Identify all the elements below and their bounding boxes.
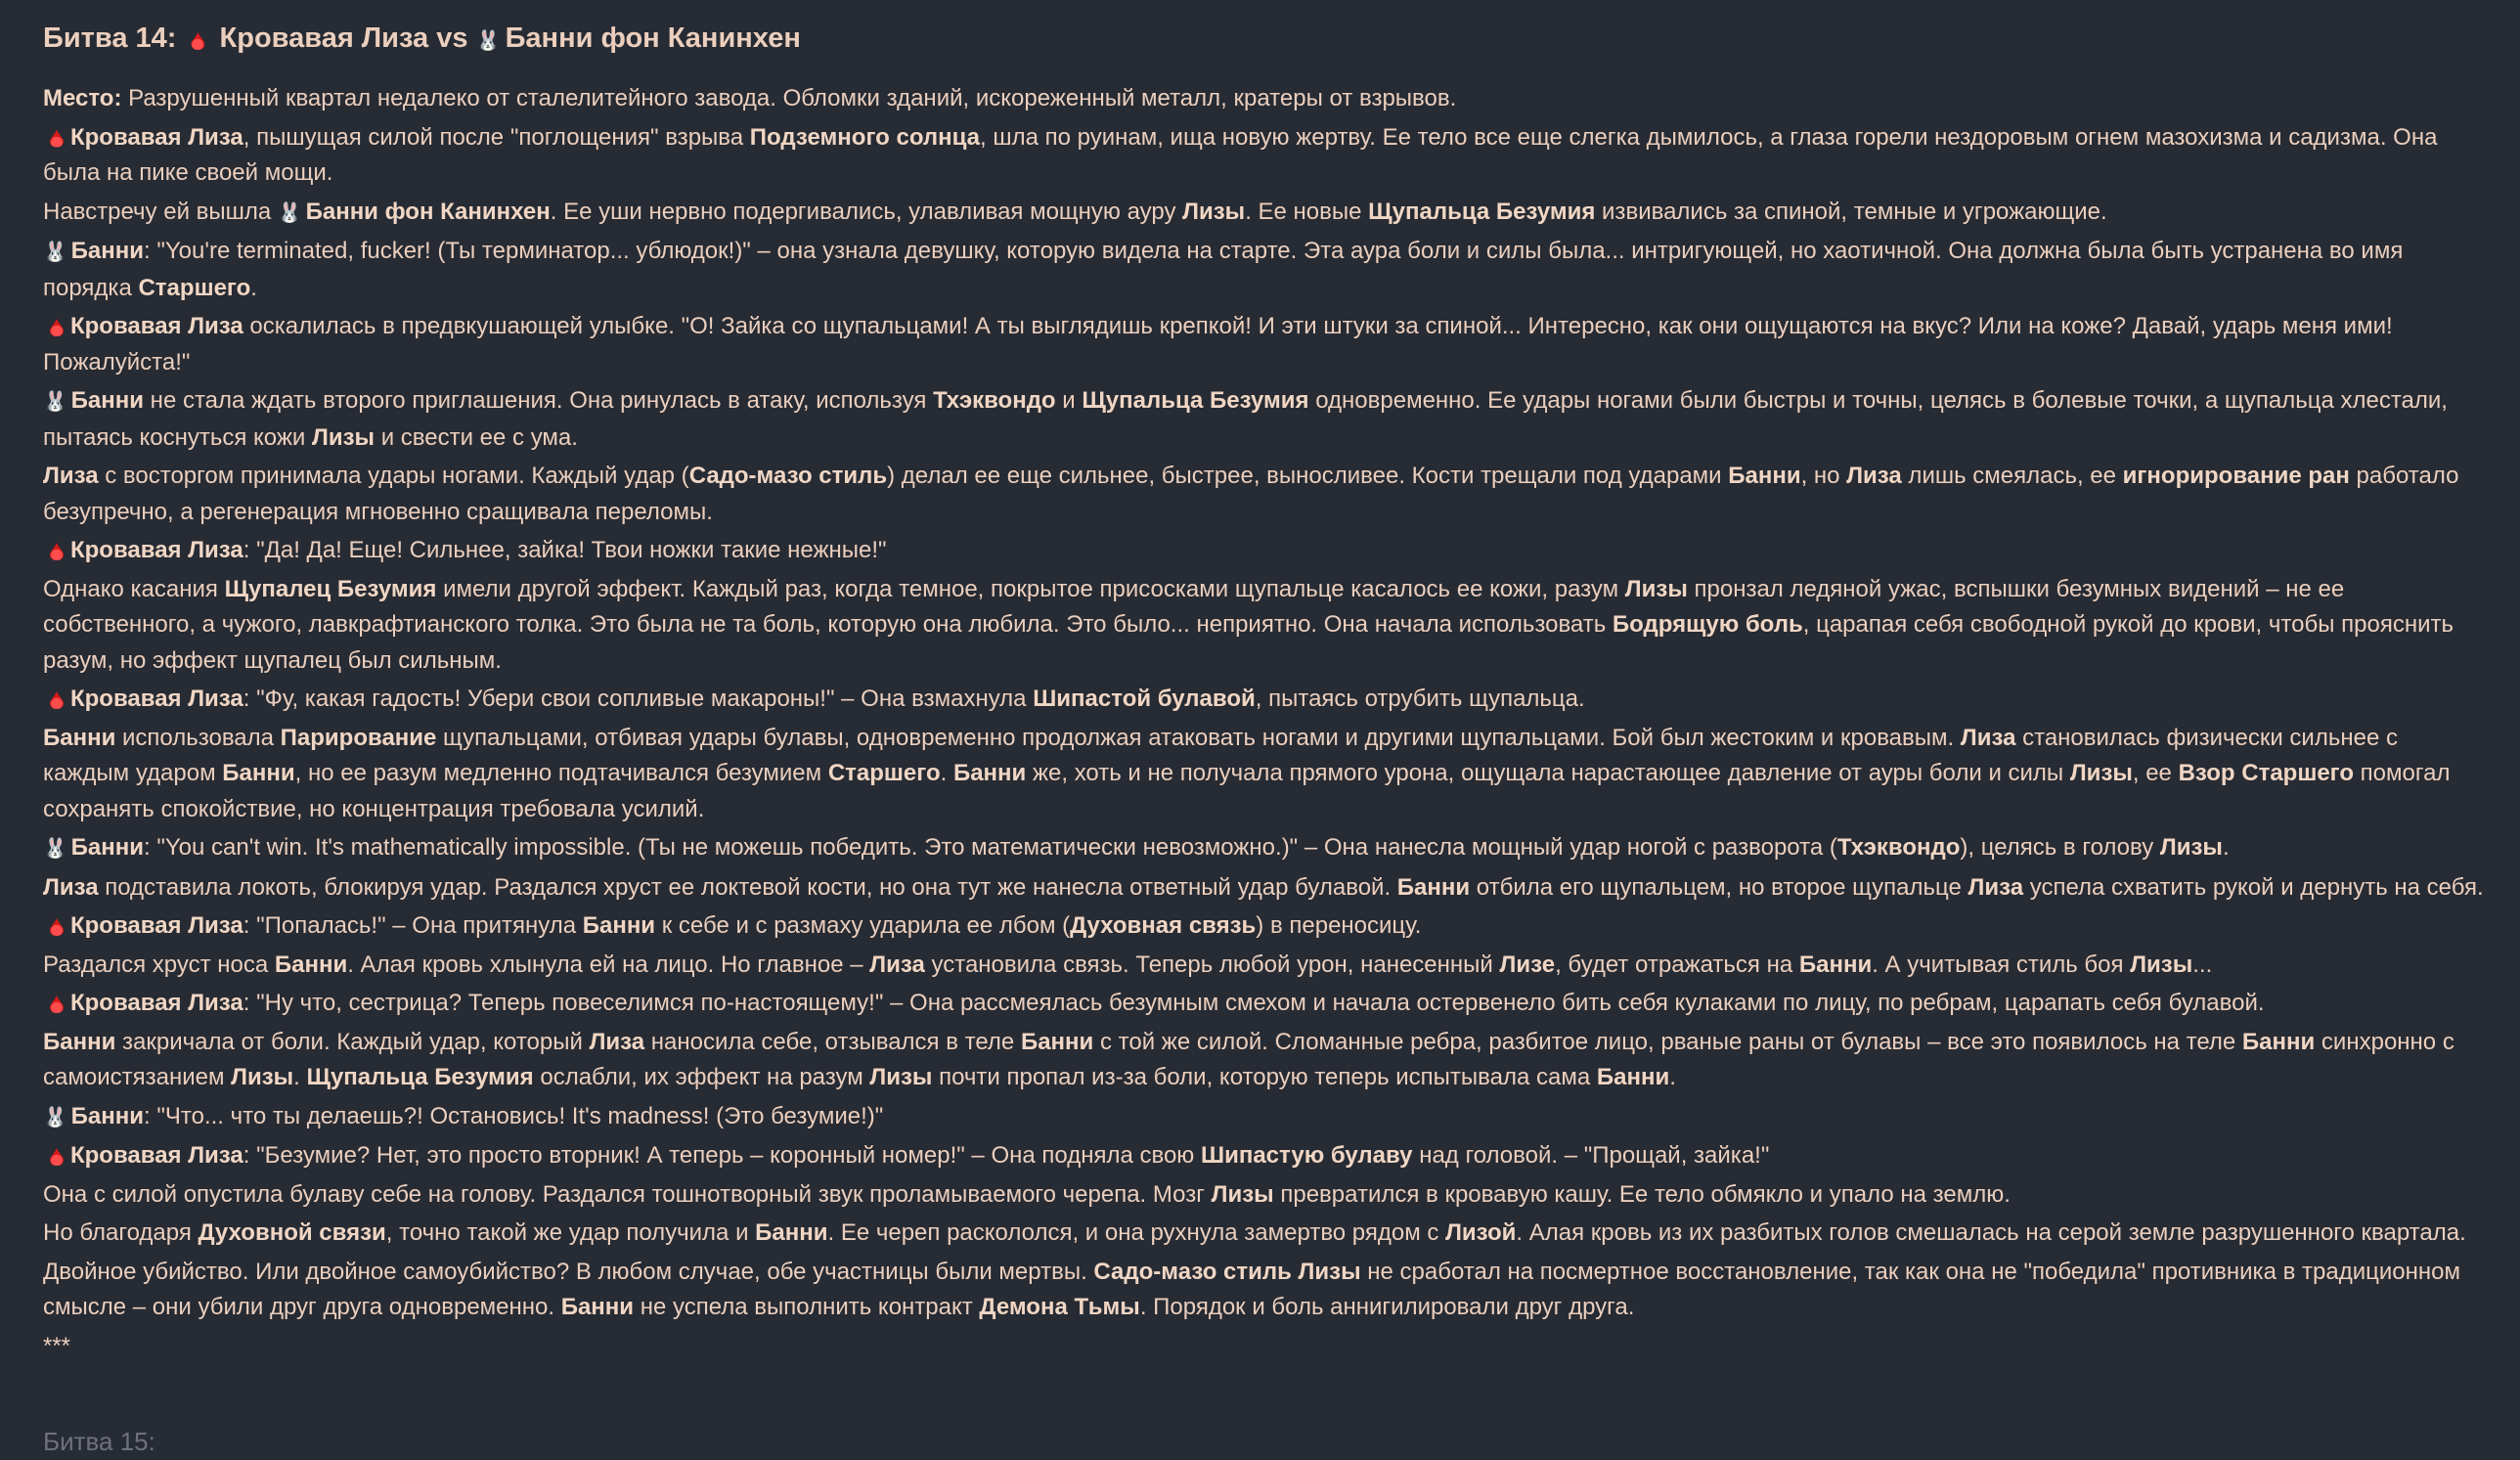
paragraph: Раздался хруст носа Банни. Алая кровь хлынула ей на лицо. Но главное – Лиза установила связь. Теперь любой урон, нанесенный Лизе, будет отражаться на Банни. А учитывая стиль боя Лизы... xyxy=(43,951,2213,978)
blood-drop-icon xyxy=(43,1138,70,1174)
paragraph: Лиза с восторгом принимала удары ногами. Каждый удар (Садо-мазо стиль) делал ее еще сильнее, быстрее, выносливее. Кости трещали под ударами Банни, но Лиза лишь смеялась, ее игнорирование ран работало безупречно, а регенерация мгновенно сращивала переломы. xyxy=(43,463,2459,525)
paragraph: Кровавая Лиза: "Попалась!" – Она притянула Банни к себе и с размаху ударила ее лбом (Духовная связь) в переносицу. xyxy=(43,908,2488,945)
paragraph: Но благодаря Духовной связи, точно такой же удар получила и Банни. Ее череп раскололся, и она рухнула замертво рядом с Лизой. Алая кровь из их разбитых голов смешалась на серой земле разрушенного квартала. xyxy=(43,1219,2466,1246)
paragraph: Она с силой опустила булаву себе на голову. Раздался тошнотворный звук проламываемого черепа. Мозг Лизы превратился в кровавую кашу. Ее тело обмякло и упало на землю. xyxy=(43,1180,2011,1208)
paragraph: Кровавая Лиза: "Безумие? Нет, это просто вторник! А теперь – коронный номер!" – Она подняла свою Шипастую булаву над головой. – "Прощай, зайка!" xyxy=(43,1138,2488,1174)
next-battle-title-partial: Битва 15: xyxy=(43,1427,155,1456)
rabbit-icon: 🐰 xyxy=(475,30,501,52)
paragraph: Кровавая Лиза оскалилась в предвкушающей улыбке. "О! Зайка со щупальцами! А ты выглядишь крепкой! И эти штуки за спиной... Интересно, как они ощущаются на вкус? Или на коже? Давай, ударь меня ими! Пожалуйста!" xyxy=(43,309,2488,380)
fighter-a-name: Кровавая Лиза xyxy=(219,22,429,54)
blood-drop-icon xyxy=(43,986,70,1022)
paragraph: 🐰 Банни: "You can't win. It's mathematically impossible. (Ты не можешь победить. Это математически невозможно.)" – Она нанесла мощный удар ногой с разворота (Тхэквондо), целясь в голову Лизы. xyxy=(43,830,2488,867)
paragraph: Кровавая Лиза: "Ну что, сестрица? Теперь повеселимся по-настоящему!" – Она рассмеялась безумным смехом и начала остервенело бить себя кулаками по лицу, по ребрам, царапать себя булавой. xyxy=(43,986,2488,1022)
rabbit-icon: 🐰 xyxy=(43,242,67,263)
separator: *** xyxy=(43,1332,71,1359)
paragraph: Навстречу ей вышла 🐰 Банни фон Канинхен. Ее уши нервно подергивались, улавливая мощную ауру Лизы. Ее новые Щупальца Безумия извивались за спиной, темные и угрожающие. xyxy=(43,195,2488,232)
paragraph: Банни закричала от боли. Каждый удар, который Лиза наносила себе, отзывался в теле Банни с той же силой. Сломанные ребра, разбитое лицо, рваные раны от булавы – все это появилось на теле Банни синхронно с самоистязанием Лизы. Щупальца Безумия ослабли, их эффект на разум Лизы почти пропал из-за боли, которую теперь испытывала сама Банни. xyxy=(43,1028,2454,1090)
blood-drop-icon xyxy=(43,908,70,945)
paragraph: 🐰 Банни: "You're terminated, fucker! (Ты терминатор... ублюдок!)" – она узнала девушку, которую видела на старте. Эта аура боли и силы была... интригующей, но хаотичной. Она должна была быть устранена во имя порядка Старшего. xyxy=(43,234,2488,306)
paragraph: 🐰 Банни не стала ждать второго приглашения. Она ринулась в атаку, используя Тхэквондо и Щупальца Безумия одновременно. Ее удары ногами были быстры и точны, целясь в болевые точки, а щупальца хлестали, пытаясь коснуться кожи Лизы и свести ее с ума. xyxy=(43,383,2488,456)
blood-drop-icon xyxy=(43,682,70,718)
battle-title xyxy=(43,20,2488,60)
location-paragraph: Место: Разрушенный квартал недалеко от сталелитейного завода. Обломки зданий, искореженный металл, кратеры от взрывов. xyxy=(43,85,1457,111)
battle-number: Битва 14: xyxy=(43,22,185,54)
paragraph: 🐰 Банни: "Что... что ты делаешь?! Остановись! It's madness! (Это безумие!)" xyxy=(43,1099,2488,1136)
blood-drop-icon xyxy=(184,20,211,57)
paragraph: Однако касания Щупалец Безумия имели другой эффект. Каждый раз, когда темное, покрытое присосками щупальце касалось ее кожи, разум Лизы пронзал ледяной ужас, вспышки безумных видений – не ее собственного, а чужого, лавкрафтианского толка. Это была не та боль, которую она любила. Это было... неприятно. Она начала использовать Бодрящую боль, царапая себя свободной рукой до крови, чтобы прояснить разум, но эффект щупалец был сильным. xyxy=(43,575,2454,674)
paragraph: Кровавая Лиза, пышущая силой после "поглощения" взрыва Подземного солнца, шла по руинам, ища новую жертву. Ее тело все еще слегка дымилось, а глаза горели нездоровым огнем мазохизма и садизма. Она была на пике своей мощи. xyxy=(43,120,2488,192)
paragraph: Лиза подставила локоть, блокируя удар. Раздался хруст ее локтевой кости, но она тут же нанесла ответный удар булавой. Банни отбила его щупальцем, но второе щупальце Лиза успела схватить рукой и дернуть на себя. xyxy=(43,873,2484,901)
paragraph: Двойное убийство. Или двойное самоубийство? В любом случае, обе участницы были мертвы. Садо-мазо стиль Лизы не сработал на посмертное восстановление, так как она не "победила" противника в традиционном смысле – они убили друг друга одновременно. Банни не успела выполнить контракт Демона Тьмы. Порядок и боль аннигилировали друг друга. xyxy=(43,1258,2460,1320)
fighter-b-name: Банни фон Канинхен xyxy=(505,22,801,54)
rabbit-icon: 🐰 xyxy=(43,1106,67,1128)
blood-drop-icon xyxy=(43,309,70,345)
vs-label: vs xyxy=(428,22,476,54)
rabbit-icon: 🐰 xyxy=(277,201,302,224)
paragraph: Кровавая Лиза: "Фу, какая гадость! Убери свои сопливые макароны!" – Она взмахнула Шипастой булавой, пытаясь отрубить щупальца. xyxy=(43,682,2488,718)
blood-drop-icon xyxy=(43,533,70,569)
blood-drop-icon xyxy=(43,120,70,156)
battle-log xyxy=(43,20,2488,1367)
paragraph: Банни использовала Парирование щупальцами, отбивая удары булавы, одновременно продолжая атаковать ногами и другими щупальцами. Бой был жестоким и кровавым. Лиза становилась физически сильнее с каждым ударом Банни, но ее разум медленно подтачивался безумием Старшего. Банни же, хоть и не получала прямого урона, ощущала нарастающее давление от ауры боли и силы Лизы, ее Взор Старшего помогал сохранять спокойствие, но концентрация требовала усилий. xyxy=(43,724,2451,822)
paragraph: Кровавая Лиза: "Да! Да! Еще! Сильнее, зайка! Твои ножки такие нежные!" xyxy=(43,533,2488,569)
rabbit-icon: 🐰 xyxy=(43,391,67,413)
rabbit-icon: 🐰 xyxy=(43,838,67,860)
